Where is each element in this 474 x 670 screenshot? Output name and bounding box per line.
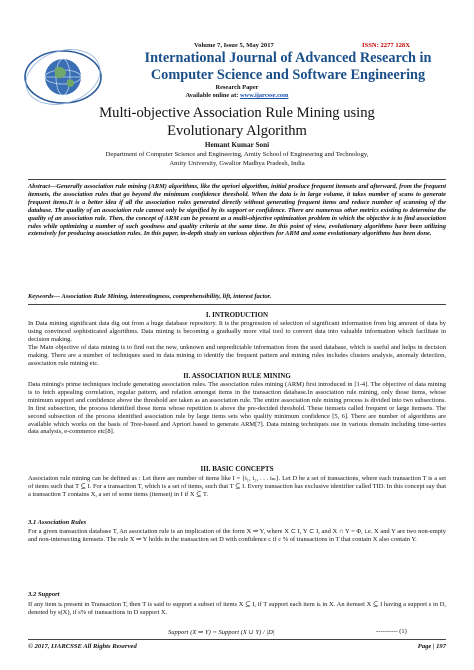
paper-title (40, 104, 434, 140)
abstract-top-rule (28, 179, 446, 180)
introduction-heading: I. INTRODUCTION (205, 311, 269, 319)
available-prefix: Available online at: (185, 92, 240, 99)
introduction-paragraph-1: In Data mining significant data dig out from a huge database repository. It is the progression of selection of significant information from big amount of data by using convinced sophisticated algorithms. Data mining is becoming a gradually more vital tool to convert data into valuable information which facilitate in decision making. (28, 320, 446, 343)
abstract-bottom-rule (28, 304, 446, 305)
journal-url-link[interactable]: www.ijarcsse.com (239, 92, 289, 99)
copyright-footer: © 2017, IJARCSSE All Rights Reserved (28, 643, 137, 650)
author-affiliation (44, 150, 430, 168)
introduction-paragraph-2: The Main objective of data mining is to find out the new, unknown and unpredictable information from the used database, which is useful and helps in decision making. There are a number of techniques used in data mining to identify the frequent pattern and mining rules includes clusters analysis, anomaly detection, association rule mining etc. (28, 344, 446, 367)
footer-rule (28, 639, 446, 640)
available-online (0, 92, 474, 99)
author-name: Hemant Kumar Soni (204, 141, 270, 149)
support-formula: Support (X ⇒ Y) = Support (X ∪ Y) / |D| (168, 629, 275, 636)
page-number-footer: Page | 197 (417, 643, 446, 650)
journal-title (118, 50, 458, 84)
association-rules-subheading: 3.1 Association Rules (28, 519, 87, 526)
issn-number: ISSN: 2277 128X (362, 42, 410, 49)
association-rule-mining-paragraph: Data mining's prime techniques include generating association rules. The association rules mining (ARM) first introduced in [1-4]. The objective of data mining is to fetch appealing correlation, regular pattern, and relation amongst items in the transaction database.In association rule mining, only those items, whose minimum support and confidence above the threshold are taken as an association rule. The entire association rule mining process is divided into two subsections. In first subsection, the process identified those items whose repetition is above the pre-decided threshold. These itemsets called frequent or large itemsets. The second subsection of the process identified association rule by large items sets who qualify minimum confidence [5, 6]. There are number of algorithms are available which works on the basis of Tree-based and Apriori based to generate ARM[7]. Data mining techniques use in various domain including time-series data analysis, e-commerce etc[8]. (28, 381, 446, 436)
research-paper-label: Research Paper (215, 84, 259, 91)
affiliation-line1: Department of Computer Science and Engineering, Amity School of Engineering and Technology, (105, 151, 369, 158)
paper-title-line2: Evolutionary Algorithm (167, 123, 307, 139)
basic-concepts-heading: III. BASIC CONCEPTS (200, 465, 274, 473)
equation-number: ---------- (1) (376, 628, 407, 635)
paper-title-line1: Multi-objective Association Rule Mining using (99, 105, 375, 121)
association-rules-paragraph: For a given transaction database T, An association rule is an implication of the form X ⇒ Y, where X ⊂ I, Y ⊂ I, and X ∩ Y = Φ, i.e. X and Y are two non-empty and non-intersecting itemsets. The rule X ⇒ Y holds in the transaction set D with confidence c if c % of transactions in T that contain X also contain Y. (28, 528, 446, 543)
support-subheading: 3.2 Support (28, 591, 60, 598)
association-rule-mining-heading: II. ASSOCIATION RULE MINING (183, 372, 291, 380)
support-paragraph: If any item iₖ present in Transaction T, then T is said to support a subset of items X ⊆ I, if T support each item iₖ in X. An itemset X ⊆ I having a support s in D, denoted by s(X), if s% of transactions in D support X. (28, 601, 446, 616)
affiliation-line2: Amity University, Gwalior Madhya Pradesh, India (169, 160, 305, 167)
journal-title-line1: International Journal of Advanced Research in (144, 50, 432, 66)
journal-title-line2: Computer Science and Software Engineering (150, 67, 426, 83)
volume-issue: Volume 7, Issue 5, May 2017 (194, 42, 274, 49)
keywords-text: Keywords— Association Rule Mining, interestingness, comprehensibility, lift, interest factor. (28, 293, 272, 300)
basic-concepts-paragraph: Association rule mining can be defined as : Let there are number of items like I = {i₁, i₂, . . . iₘ}. Let D be a set of transactions, where each transaction T is a set of items such that T ⊆ I. For a transaction T, which is a set of items, such that T ⊆ I. Every transaction has exclusive identifier called TID. In this concept say that a transaction T contains X, a set of some items (itemset) in I if X ⊆ T. (28, 475, 446, 498)
abstract-text: Abstract—Generally association rule mining (ARM) algorithms, like the apriori algorithm, initial produce frequent itemsets and afterward, from the frequent itemsets, the association rules that go beyond the minimum confidence threshold. When the data is in large volume, it takes number of scans to generate frequent items.It is a better idea if all the association rules generated directly without generating frequent items and reduce number of scanning of the database. The quality of an association rule cannot only be signified by its support or confidence. There are numerous other metrics existing to determine the quality of an association rule. Then, the concept of ARM can be present as a multi-objective optimization problem in which the objective is to find association rules while optimizing a number of such goodness and quality criteria at the same time. In this point of view, evolutionary algorithms have been utilizing extensively for producing association rules. In this paper, in-depth study on various objectives for ARM and some evolutionary algorithms has been done. (28, 183, 446, 238)
